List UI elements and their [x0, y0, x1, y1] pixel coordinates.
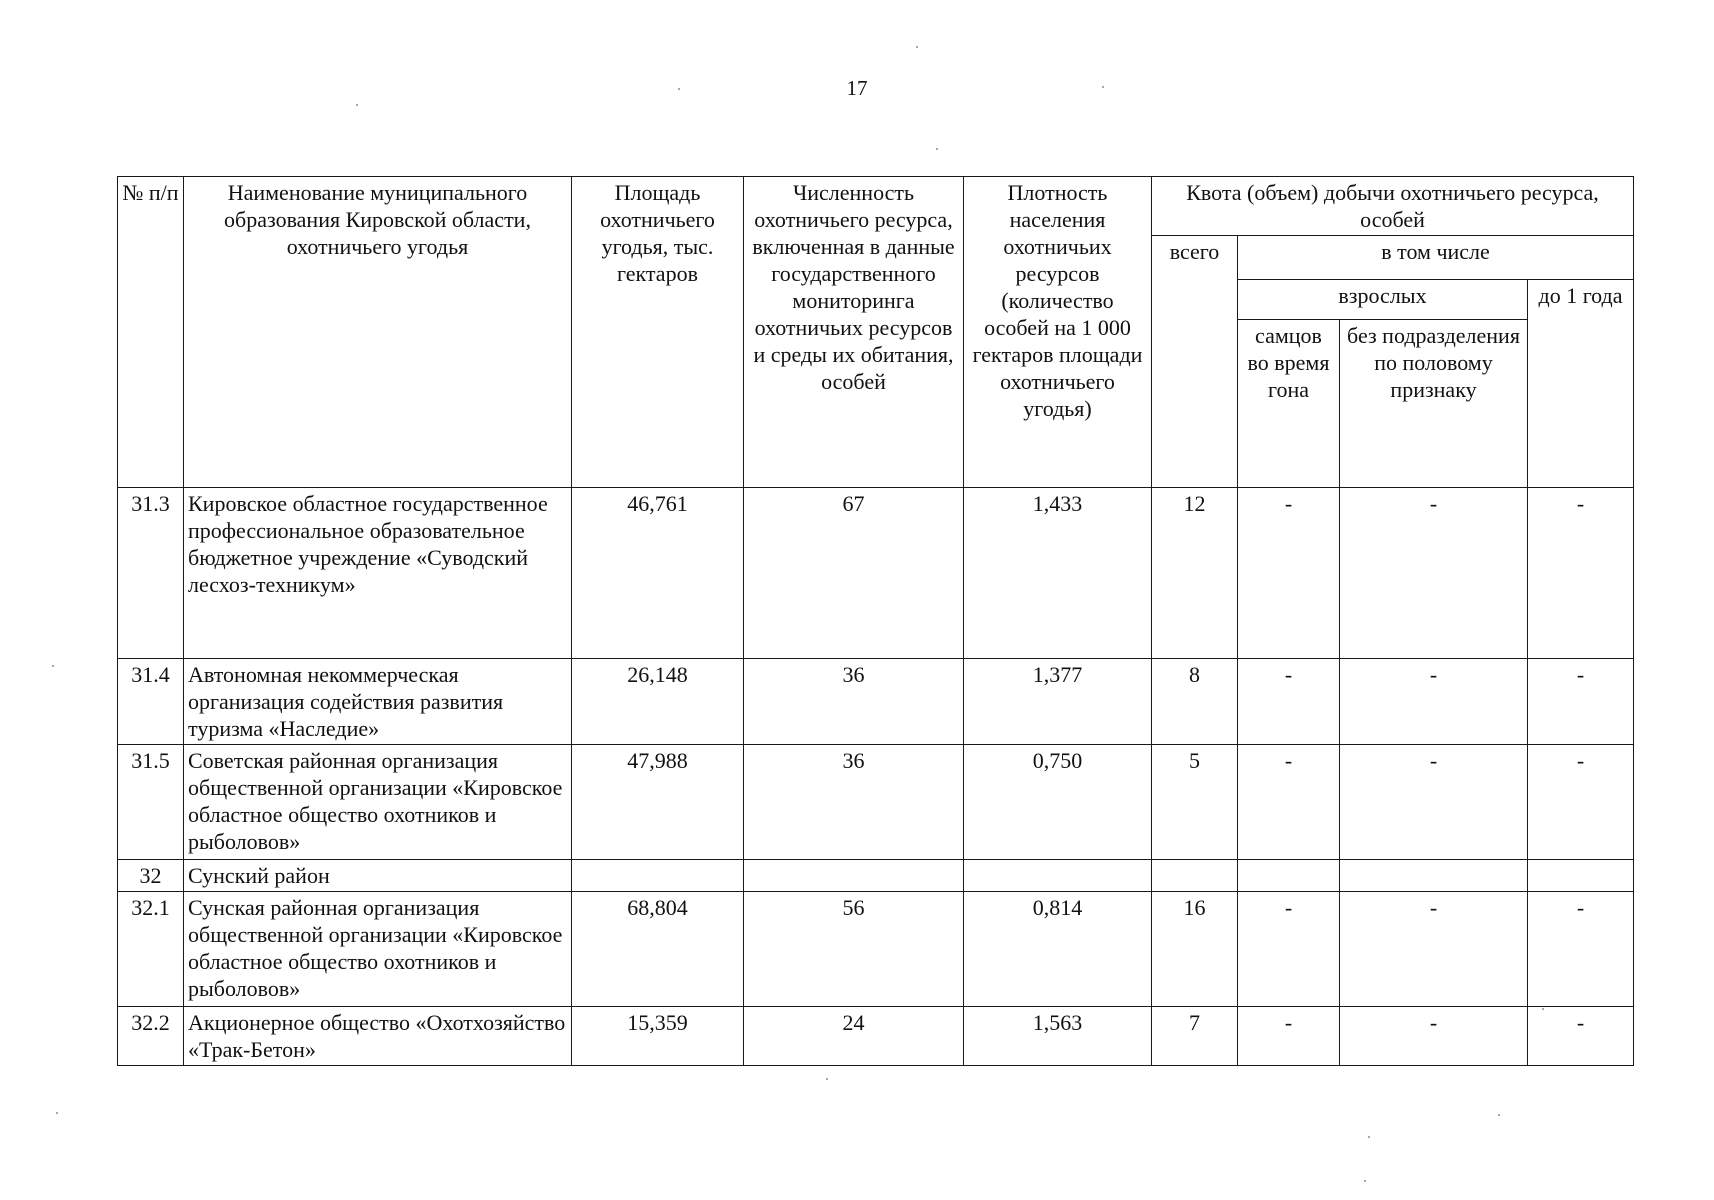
row-males: -: [1238, 488, 1340, 659]
row-young: -: [1528, 488, 1634, 659]
row-density: 1,563: [964, 1007, 1152, 1066]
row-young: -: [1528, 659, 1634, 745]
row-count: 24: [744, 1007, 964, 1066]
table-row: [118, 892, 1634, 1007]
row-total: 16: [1152, 892, 1238, 1007]
row-name: Автономная некоммерческая организация содействия развития туризма «Наследие»: [184, 659, 572, 745]
row-name: Акционерное общество «Охотхозяйство «Трак-Бетон»: [184, 1007, 572, 1066]
row-males: -: [1238, 1007, 1340, 1066]
row-count: [744, 860, 964, 892]
row-density: [964, 860, 1152, 892]
row-males: -: [1238, 659, 1340, 745]
row-num: 32.1: [118, 892, 184, 1007]
row-young: -: [1528, 745, 1634, 860]
row-density: 1,433: [964, 488, 1152, 659]
row-count: 36: [744, 659, 964, 745]
row-area: 26,148: [572, 659, 744, 745]
row-total: 8: [1152, 659, 1238, 745]
header-no-sex: без подразделения по половому признаку: [1340, 320, 1528, 488]
header-count: Численность охотничьего ресурса, включенная в данные государственного мониторинга охотничьих ресурсов и среды их обитания, особей: [744, 177, 964, 488]
row-nosex: [1340, 860, 1528, 892]
row-young: -: [1528, 892, 1634, 1007]
row-total: 7: [1152, 1007, 1238, 1066]
row-name: Сунская районная организация общественной организации «Кировское областное общество охотников и рыболовов»: [184, 892, 572, 1007]
row-num: 32.2: [118, 1007, 184, 1066]
row-name: Сунский район: [184, 860, 572, 892]
header-name: Наименование муниципального образования Кировской области, охотничьего угодья: [184, 177, 572, 488]
row-nosex: -: [1340, 1007, 1528, 1066]
page-number: 17: [846, 76, 868, 100]
header-density: Плотность населения охотничьих ресурсов (количество особей на 1 000 гектаров площади охотничьего угодья): [964, 177, 1152, 488]
row-males: -: [1238, 892, 1340, 1007]
header-adults: взрослых: [1238, 280, 1528, 320]
row-num: 31.5: [118, 745, 184, 860]
row-num: 32: [118, 860, 184, 892]
row-total: 5: [1152, 745, 1238, 860]
row-density: 1,377: [964, 659, 1152, 745]
header-area: Площадь охотничьего угодья, тыс. гектаров: [572, 177, 744, 488]
row-count: 67: [744, 488, 964, 659]
quota-table: [117, 176, 1634, 1066]
row-area: 46,761: [572, 488, 744, 659]
table-row: [118, 1007, 1634, 1066]
row-count: 56: [744, 892, 964, 1007]
row-young: [1528, 860, 1634, 892]
row-area: 47,988: [572, 745, 744, 860]
table-row: [118, 745, 1634, 860]
header-including: в том числе: [1238, 236, 1634, 280]
row-area: 15,359: [572, 1007, 744, 1066]
row-density: 0,814: [964, 892, 1152, 1007]
row-males: -: [1238, 745, 1340, 860]
row-nosex: -: [1340, 892, 1528, 1007]
row-density: 0,750: [964, 745, 1152, 860]
header-total: всего: [1152, 236, 1238, 488]
row-nosex: -: [1340, 745, 1528, 860]
header-quota: Квота (объем) добычи охотничьего ресурса, особей: [1152, 177, 1634, 236]
row-nosex: -: [1340, 659, 1528, 745]
row-nosex: -: [1340, 488, 1528, 659]
row-total: [1152, 860, 1238, 892]
table-row: [118, 488, 1634, 659]
row-males: [1238, 860, 1340, 892]
row-total: 12: [1152, 488, 1238, 659]
row-num: 31.3: [118, 488, 184, 659]
table-row: [118, 860, 1634, 892]
row-name: Кировское областное государственное профессиональное образовательное бюджетное учреждение «Суводский лесхоз-техникум»: [184, 488, 572, 659]
header-under1: до 1 года: [1528, 280, 1634, 488]
table-row: [118, 659, 1634, 745]
row-num: 31.4: [118, 659, 184, 745]
row-young: -: [1528, 1007, 1634, 1066]
row-name: Советская районная организация общественной организации «Кировское областное общество охотников и рыболовов»: [184, 745, 572, 860]
header-males-rut: самцов во время гона: [1238, 320, 1340, 488]
header-num: № п/п: [118, 177, 184, 488]
row-area: 68,804: [572, 892, 744, 1007]
row-area: [572, 860, 744, 892]
row-count: 36: [744, 745, 964, 860]
